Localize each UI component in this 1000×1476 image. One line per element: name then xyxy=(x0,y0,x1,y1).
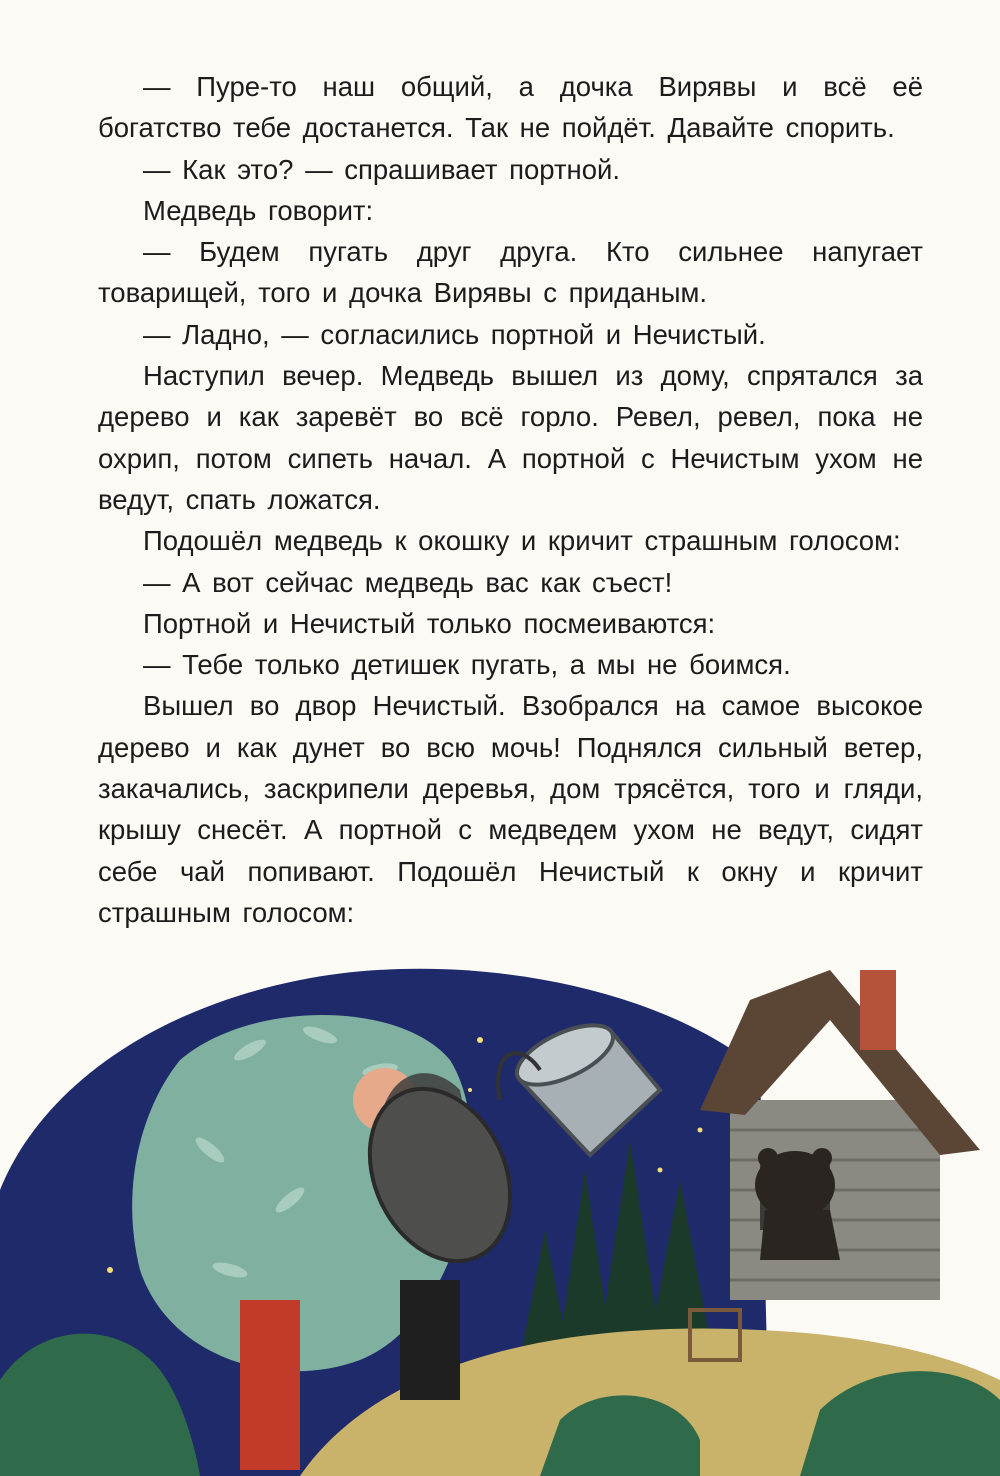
story-illustration xyxy=(0,940,1000,1476)
paragraph-10: — Тебе только детишек пугать, а мы не боимся. xyxy=(143,649,791,681)
paragraph-11: Вышел во двор Нечистый. Взобрался на самое высокое дерево и как дунет во всю мочь! Поднялся сильный ветер, закачались, заскрипели деревья, дом трясётся, того и гляди, крышу снесёт. А портной с медведем ухом не ведут, сидят себе чай попивают. Подошёл Нечистый к окну и кричит страшным голосом: xyxy=(98,690,923,928)
paragraph-4: — Будем пугать друг друга. Кто сильнее напугает товарищей, того и дочка Вирявы с приданым. xyxy=(98,236,923,309)
paragraph-7: Подошёл медведь к окошку и кричит страшным голосом: xyxy=(143,525,901,557)
paragraph-9: Портной и Нечистый только посмеиваются: xyxy=(143,607,716,639)
paragraph-2: — Как это? — спрашивает портной. xyxy=(143,153,621,185)
story-text xyxy=(98,66,923,933)
paragraph-6: Наступил вечер. Медведь вышел из дому, спрятался за дерево и как заревёт во всё горло. Ревел, ревел, пока не охрип, потом сипеть начал. А портной с Нечистым ухом не ведут, спать ложатся. xyxy=(98,360,923,515)
paragraph-3: Медведь говорит: xyxy=(143,194,374,226)
bear-icon xyxy=(755,1148,840,1260)
paragraph-8: — А вот сейчас медведь вас как съест! xyxy=(143,566,673,598)
paragraph-5: — Ладно, — согласились портной и Нечистый. xyxy=(143,318,766,350)
paragraph-1: — Пуре-то наш общий, а дочка Вирявы и всё её богатство тебе достанется. Так не пойдёт. Давайте спорить. xyxy=(98,71,923,144)
